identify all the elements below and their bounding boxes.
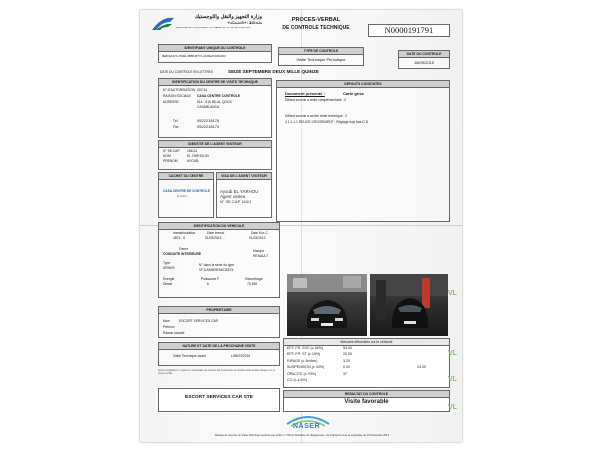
- next-visit-box: [158, 342, 280, 366]
- vehicle-date-immat-label: Date immat.: [207, 231, 225, 235]
- ministry-name-arabic: وزارة التجهيز والنقل واللوجستيك: [194, 14, 262, 20]
- center-identification-header: IDENTIFICATION DU CENTRE DE VISITE TECHNIQUE: [159, 79, 271, 86]
- control-id-box: [158, 44, 272, 63]
- owner-raison-label: Raison sociale: [163, 331, 185, 335]
- agent-stamp-line3: N° SE.CAP 164/1: [220, 199, 252, 204]
- agent-visa-header: VISA DE L'AGENT VISITEUR: [217, 173, 271, 180]
- naser-logo: [285, 414, 331, 432]
- vehicle-photo-front: [287, 274, 367, 336]
- agent-prenom-value: AYOUB: [187, 159, 199, 163]
- center-stamp-line1: CASA CENTRE DE CONTROLE: [163, 189, 210, 193]
- defects-box: [276, 80, 450, 222]
- measure-label: EFF. FR. SVC (≥ 50%): [287, 346, 324, 350]
- vehicle-puissance-label: Puissance F: [201, 277, 220, 281]
- vl-mark-1: VL: [448, 290, 457, 297]
- measure-label: OPACITE (≤ 70%): [287, 371, 317, 376]
- agent-prenom-label: PRENOM: [163, 159, 178, 163]
- center-name-label: RAISON SOCIALE: [163, 94, 191, 98]
- vehicle-date-mec-label: Date M.e.C.: [251, 231, 269, 235]
- measure-value: 20.00: [343, 352, 352, 357]
- control-type-value: Visite Technique Periodique: [296, 57, 346, 62]
- vehicle-genre-label: Genre: [179, 247, 189, 251]
- center-auth-value: 007/14: [197, 88, 208, 92]
- vehicle-genre-value: CONDUITE INTERIEURE: [163, 252, 202, 256]
- vehicle-reg-value: 4872 - 6: [173, 236, 186, 240]
- vehicle-date-mec-value: 01/03/2013: [249, 236, 266, 240]
- agent-identity-header: IDENTITE DE L'AGENT VISITEUR: [159, 141, 271, 148]
- vehicle-marque-label: Marque: [253, 249, 265, 253]
- agent-visa-box: [216, 172, 272, 218]
- defect-line-2: Défaut soumis à contre visite technique : 2: [285, 114, 348, 118]
- agent-stamp-line2: Agent visiteu: [220, 194, 246, 199]
- result-value: Visite favorable: [344, 399, 389, 405]
- measure-value: 37: [343, 371, 347, 376]
- measure-label: SUSPENSION (≥ 30%): [287, 365, 325, 370]
- defects-header: DEFAUTS CONSTATES: [277, 81, 449, 88]
- owner-box: [158, 306, 280, 338]
- document-number: N0000191791: [384, 25, 434, 35]
- measure-value: 53.00: [343, 346, 352, 350]
- vehicle-km-label: Kilométrage: [245, 277, 263, 281]
- document-title-line2: DE CONTROLE TECHNIQUE: [282, 25, 350, 31]
- next-visit-nature: Visite Technique avant: [173, 354, 206, 358]
- center-tel-label: Tél: [173, 119, 178, 123]
- vehicle-type-label: Type: [163, 261, 171, 265]
- center-name-value: CASA CENTRE CONTROLE: [197, 94, 241, 98]
- vehicle-reg-label: Immatriculation: [173, 231, 196, 235]
- center-identification-box: [158, 78, 272, 138]
- vl-mark-4: VL: [448, 404, 457, 411]
- vehicle-photo-rear: [370, 274, 448, 336]
- owner-summary-value: ESCORT SERVICES CAR STE: [185, 395, 253, 400]
- center-address-label: ADRESSE: [163, 100, 179, 104]
- measure-value: 3.20: [343, 358, 350, 363]
- defect-line-1: Défaut soumis à visite complémentaire : 0: [285, 98, 347, 102]
- agent-stamp-line1: Ayoub EL YARHOU: [220, 189, 259, 194]
- ministry-logo-icon: [150, 14, 176, 32]
- control-type-header: TYPE DE CONTROLE: [279, 48, 363, 55]
- vehicle-puissance-value: 6: [207, 282, 209, 286]
- document-number-box: [368, 24, 450, 37]
- measure-value: 0.00: [343, 365, 350, 370]
- measure-label: RIPAGE (≤ 5m/km): [287, 358, 318, 363]
- control-date-box: [398, 50, 450, 69]
- center-tel-value: 0522218176: [197, 118, 220, 123]
- next-visit-date: LHB/03/2016: [231, 354, 251, 358]
- control-date-header: DATE DU CONTROLE: [399, 51, 449, 58]
- naser-logo-text: NASER: [293, 423, 321, 430]
- ministry-name-line2: ⵜⴰⵎⴰⵡⴰⵙⵜ ⵏ ⵓⵙⵏⴰⵡⴰ: [227, 21, 262, 25]
- date-in-letters-label: DATE DU CONTROLE EN LETTRES: [160, 70, 213, 74]
- measure-extra: 24.00: [417, 365, 426, 370]
- document-title-line1: PROCES-VERBAL: [291, 17, 341, 23]
- document-presented-label: Document présenté :: [285, 91, 325, 96]
- control-id-value: 8EB-9A37A-7D0E-4B65-B774-AC6E2C43DA03: [162, 54, 226, 58]
- center-stamp-header: CACHET DU CENTRE: [159, 173, 213, 180]
- agent-cin-value: 164/14: [187, 149, 198, 153]
- owner-prenom-label: Prénom: [163, 325, 175, 329]
- vehicle-type-value: SRNHS: [163, 266, 175, 270]
- next-visit-header: NATURE ET DATE DE LA PROCHAINE VISITE: [159, 343, 279, 350]
- vl-mark-3: VL: [448, 376, 457, 383]
- vehicle-energie-value: Diesel: [163, 282, 173, 286]
- ministry-logo: [150, 14, 176, 32]
- date-in-letters-value: SEIZE SEPTEMBRE DEUX MILLE QUINZE: [228, 69, 319, 74]
- center-stamp-box: [158, 172, 214, 218]
- agent-nom-label: NOM: [163, 154, 171, 158]
- measures-header: Mesures effectuées sur le véhicule: [284, 339, 449, 346]
- vehicle-vin-value: VF1LMHBSE54030875: [199, 268, 234, 272]
- center-fax-label: Fax: [173, 125, 179, 129]
- control-type-box: [278, 47, 364, 66]
- measure-label: CO (≤ 4.5%): [287, 377, 307, 382]
- owner-summary-box: [158, 388, 280, 412]
- center-address-line2: CASABLANCA: [197, 105, 220, 109]
- vehicle-identification-header: IDENTIFICATION DU VEHICULE: [159, 223, 279, 230]
- agent-nom-value: EL YARHOUDI: [187, 154, 209, 158]
- vehicle-vin-label: N° dans la série du type: [199, 263, 235, 267]
- agent-stamp: [220, 189, 268, 211]
- center-auth-label: N° D'AUTORISATION: [163, 88, 196, 92]
- center-address-line1: 614 - 616 BD AL QODS: [197, 100, 232, 104]
- car-rear-illustration: [370, 274, 448, 336]
- center-stamp-line2: S.A.R.L.: [177, 194, 189, 198]
- owner-nom-label: Nom: [163, 319, 170, 323]
- vehicle-energie-label: Energie: [163, 277, 175, 281]
- legal-fine-print: Selon la législation en vigueur, le propriétaire du véhicule doit le présenter au contrôle avant la date indiquée sur ce procès-verbal.: [158, 370, 276, 375]
- result-box: [283, 390, 450, 412]
- center-fax-value: 0522218174: [197, 124, 220, 129]
- control-date-value: 16/09/2015: [413, 60, 435, 65]
- vl-mark-2: VL: [448, 350, 457, 357]
- vehicle-marque-value: RENAULT: [253, 254, 269, 258]
- measure-label: EFF. FR. ST (≥ 18%): [287, 352, 321, 357]
- car-front-illustration: [287, 274, 367, 336]
- measures-table: [287, 346, 447, 384]
- owner-nom-value: ESCORT SERVICES CAR: [179, 319, 219, 323]
- vehicle-km-value: 75 496: [247, 282, 258, 286]
- vehicle-date-immat-value: 01/03/2013: [205, 236, 222, 240]
- measures-box: [283, 338, 450, 388]
- document-presented-value: Carte grise: [343, 91, 364, 96]
- agent-identity-box: [158, 140, 272, 170]
- measure-row: [287, 378, 447, 384]
- owner-header: PROPRIETAIRE: [159, 307, 279, 314]
- ministry-name-french: MINISTERE DE L'EQUIPEMENT, DU TRANSPORT ET DE LA LOGISTIQUE: [176, 27, 251, 29]
- footer-authorization: Réseau de Centres de Visite Technique autorisé par Arrêté n° 403 du Ministère de l'Équipement, du Transport et de la Logistique du 19 Novembre 2013: [214, 434, 390, 437]
- defect-line-3: 4.1.1.1.1 RELIDE CROISEMENT : Réglage trop bas G D: [285, 120, 369, 124]
- result-header: RESULTAT DU CONTROLE: [284, 391, 449, 398]
- agent-cin-label: N° SE.CAP: [163, 149, 180, 153]
- control-id-header: IDENTIFIANT UNIQUE DU CONTROLE: [159, 45, 271, 52]
- vehicle-identification-box: [158, 222, 280, 298]
